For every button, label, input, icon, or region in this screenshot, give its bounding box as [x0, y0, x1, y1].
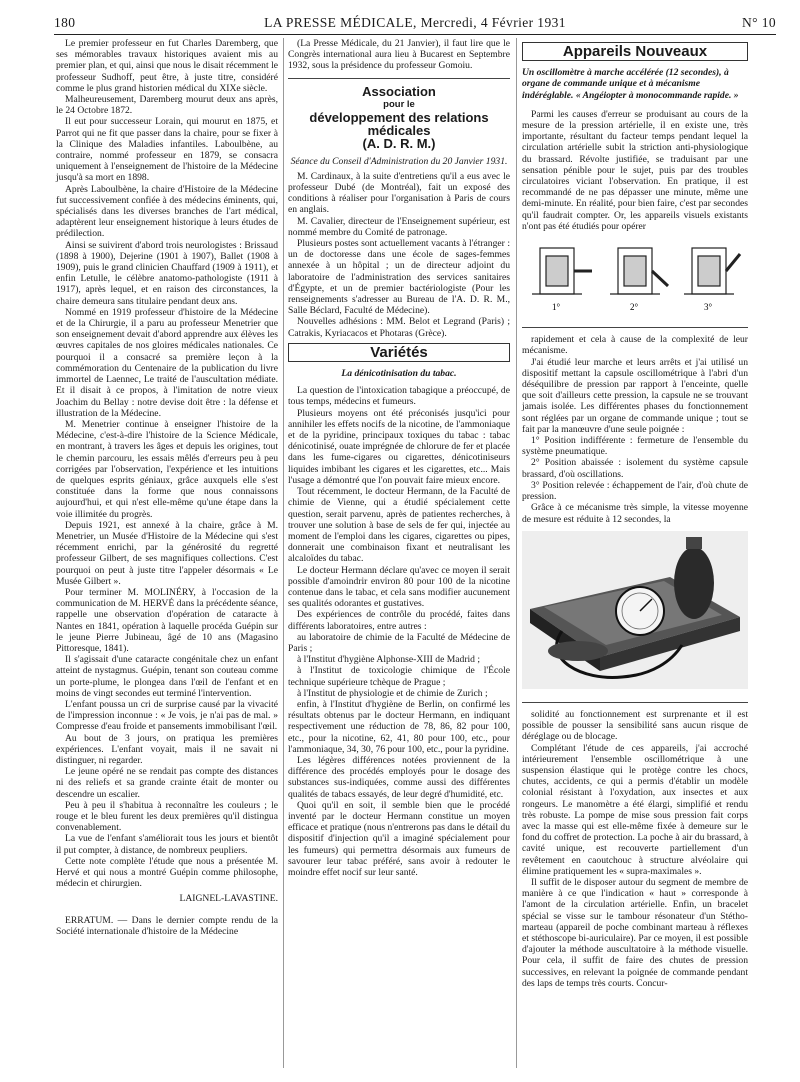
author-signature: LAIGNEL-LAVASTINE. — [179, 893, 278, 905]
paragraph: Grâce à ce mécanisme très simple, la vitesse moyenne de mesure est réduite à 12 secondes, la — [522, 502, 748, 525]
paragraph: Après Laboulbène, la chaire d'Histoire de la Médecine fut successivement confiée à des médecins éminents, qui, spécialisés dans les diverses branches de l'art médical, adaptèrent leur enseignement historique à leurs études de prédilection. — [56, 183, 278, 240]
paragraph: 3° Position relevée : échappement de l'air, d'où chute de pression. — [522, 479, 748, 503]
erratum: ERRATUM. — Dans le dernier compte rendu de la Société internationale d'histoire de la Médecine — [56, 914, 278, 937]
paragraph: Nouvelles adhésions : MM. Belot et Legrand (Paris) ; Catrakis, Kyriacacos et Photaras (Grèce). — [288, 316, 510, 339]
journal-title: LA PRESSE MÉDICALE, Mercredi, 4 Février 1931 — [264, 15, 566, 30]
varietes-heading: Variétés — [288, 343, 510, 362]
article-title: Un oscillomètre à marche accélérée (12 secondes), à organe de commande unique et à mécanisme indéréglable. « Angéiopter à monocommande rapide. » — [522, 67, 739, 101]
paragraph: Plusieurs postes sont actuellement vacants à l'étranger : un de doctoresse dans une école de sages-femmes annexée à un hôpital ; un de directeur adjoint du laboratoire de l'administration des services sanitaires d'Égypte, et un de premier bactériologiste (Pour les renseignements s'adresser au Bureau de l'A. D. R. M., Salle Béclard, Faculté de Médecine). — [288, 238, 510, 317]
article-subtitle: La dénicotinisation du tabac. — [341, 368, 457, 380]
paragraph: 1° Position indifférente : fermeture de l'ensemble du système pneumatique. — [522, 435, 748, 458]
paragraph: Depuis 1921, est annexé à la chaire, grâce à M. Menetrier, un Musée d'Histoire de la Médecine qui s'est récemment enrichi, par la générosité du regretté professeur Gilbert, de ses magnifiques collections. C'est pourquoi on peut à juste titre l'appeler désormais « Le Musée Gilbert ». — [56, 519, 278, 587]
association-heading — [288, 85, 510, 150]
paragraph: La question de l'intoxication tabagique a préoccupé, de tous temps, médecins et fumeurs. — [288, 385, 510, 408]
paragraph: Parmi les causes d'erreur se produisant au cours de la mesure de la pression artérielle, il en existe une, très importante, résultant du facteur temps pendant lequel la circulation artérielle subit la striction anti-physiologique du brassard. Révolte justifiée, se traduisant par une sensation pénible pour le sujet, puis par des troubles circulatoires viciant l'observation. En pratique, il est recommandé de ne pas dépasser une minute, même une demi-minute. En réalité, pour bien faire, c'est par secondes qu'il faudrait compter. Or, les appareils visuels existants n'ont pas été étudiés pour opérer — [522, 108, 748, 232]
association-title: (A. D. R. M.) — [362, 135, 436, 151]
paragraph: Malheureusement, Daremberg mourut deux ans après, le 24 Octobre 1872. — [56, 94, 278, 117]
paragraph: Le premier professeur en fut Charles Daremberg, que ses mémorables travaux historiques avaient mis au premier plan, et qui, ainsi que nous le disait récemment le professeur Sudhoff, peut être, à juste titre, considéré comme le plus grand historien médical du XIXe siècle. — [56, 38, 278, 94]
paragraph: Nommé en 1919 professeur d'histoire de la Médecine et de la Chirurgie, il a paru au professeur Menetrier que son enseignement devait d'abord apprendre aux élèves les œuvres capitales de nos gloires médicales nationales. Ce pourquoi il a consacré sa première leçon à la commémoration du Centenaire de la publication du livre immortel de Laennec, Le traité de l'auscultation médiate. Et il disait à ce propos, à l'imitation de notre vieux Joachim du Bellay : notre devise doit être : la défense et illustration de la Médecine. — [56, 306, 278, 419]
issue-number: N° 10 — [741, 15, 776, 30]
paragraph: Des expériences de contrôle du procédé, faites dans différents laboratoires, entre autres : — [288, 609, 510, 632]
valve-diagram-3 — [684, 248, 740, 294]
paragraph: J'ai étudié leur marche et leurs arrêts et j'ai utilisé un dispositif mettant la capsule oscillométrique à l'abri d'un déséquilibre de pression par rapport à l'enceinte, quelle que soit d'ailleurs cette pression, la capsule ne se trouvant jamais isolée. Les différentes phases du fonctionnement sont réglées par un organe de commande unique ; tout se fait par la manœuvre d'une seule poignée : — [522, 356, 748, 435]
paragraph: 2° Position abaissée : isolement du système capsule brassard, d'où oscillations. — [522, 457, 748, 480]
paragraph: M. Cardinaux, à la suite d'entretiens qu'il a eus avec le professeur Dubé (de Montréal), fait un exposé des conditions à réaliser pour l'organisation à Paris de cours en anglais. — [288, 170, 510, 216]
association-title: Association — [362, 83, 436, 99]
paragraph: M. Cavalier, directeur de l'Enseignement supérieur, est nommé membre du Comité de patronage. — [288, 215, 510, 238]
paragraph: Le docteur Hermann déclare qu'avec ce moyen il serait possible d'amoindrir environ 80 pour 100 de la nicotine contenue dans le tabac, et cela sans modifier aucunement ses qualités odorantes et gustatives. — [288, 564, 510, 610]
column-divider — [283, 38, 284, 1068]
paragraph: rapidement et cela à cause de la complexité de leur mécanisme. — [522, 334, 748, 357]
paragraph: Les légères différences notées proviennent de la différence des procédés employés pour le dosage des substances sus-indiquées, comme aussi des différentes qualités de tabacs essayés, de leur degré d'humidité, etc. — [288, 754, 510, 800]
fig-label-1: 1° — [552, 302, 561, 313]
paragraph: Il s'agissait d'une cataracte congénitale chez un enfant atteint de nystagmus. Guépin, tenant son couteau comme un porte-plume, le plongea dans l'œil de l'enfant et en moins de vingt secondes eut terminé l'intervention. — [56, 654, 278, 699]
paragraph: Ainsi se suivirent d'abord trois neurologistes : Brissaud (1898 à 1900), Dejerine (1901 à 1907), Ballet (1908 à 1909), puis le grand clinicien Chauffard (1909 à 1911), et enfin Letulle, le célèbre anatomo-pathologiste (1911 à 1917), après lequel, et en raison des circonstances, la chaire demeura sans titulaire pendant deux ans. — [56, 239, 278, 307]
figure-rule — [522, 327, 748, 328]
paragraph: Il eut pour successeur Lorain, qui mourut en 1875, et Parrot qui ne fit que passer dans la chaire, pour se fixer à la Clinique des Maladies infantiles. Laboulbène, au contraire, nommé professeur en 1879, se consacra uniquement à l'enseignement de l'histoire de la Médecine jusqu'à sa mort en 1898. — [56, 116, 278, 184]
paragraph: La vue de l'enfant s'améliorait tous les jours et bientôt il put compter, à distance, de nombreux peupliers. — [56, 833, 278, 856]
paragraph: Quoi qu'il en soit, il semble bien que le procédé inventé par le docteur Hermann constitue un moyen efficace et pratique (nous n'entrerons pas dans le détail du dispositif d'injection qu'il a imaginé spécialement pour les fumeurs) qui permettra désormais aux fumeurs de savourer leur tabac préféré, sans avoir à redouter le moindre effet nocif sur leur santé. — [288, 799, 510, 878]
association-title: pour le — [383, 98, 415, 110]
paragraph: (La Presse Médicale, du 21 Janvier), il faut lire que le Congrès international aura lieu à Bucarest en Septembre 1932, sous la présidence du professeur Gomoiu. — [288, 38, 510, 72]
cuff — [548, 641, 608, 661]
meeting-caption: Séance du Conseil d'Administration du 20 Janvier 1931. — [290, 155, 508, 167]
fig-label-3: 3° — [704, 302, 713, 313]
running-header — [54, 10, 776, 32]
header-rule — [54, 34, 776, 35]
valve-positions-figure — [522, 238, 748, 316]
oscillometer-photo — [522, 531, 748, 689]
paragraph: Plusieurs moyens ont été préconisés jusqu'ici pour annihiler les effets nocifs de la nicotine, de l'ammoniaque et de la pyridine, principaux toxiques du tabac : tabac dénicotinisé, ouate imprégnée de chlorure de fer et placée dans les fume-cigares ou cigarettes, dénicotiniseurs liquides imbibant les cigares et les cigarettes, etc... Mais l'usage a démontré que l'on pouvait faire mieux encore. — [288, 407, 510, 486]
manometer-gauge — [616, 587, 664, 635]
paragraph: Complétant l'étude de ces appareils, j'ai accroché intérieurement l'ensemble oscillométrique à une suspension élastique qui le protège contre les chocs, chutes, accidents, ce qui a permis d'établir un modèle colonial résistant à l'oxydation, aux insectes et aux rongeurs. Le manomètre a été élargi, simplifié et rendu très robuste. La pompe de mise sous pression fait corps avec la masse qui est elle-même fixée à demeure sur le fond du coffret de protection. La poche à air du brassard, à cavité unique, est recouverte partiellement d'un revêtement en caoutchouc à structure alvéolaire qui élimine pratiquement les « supra-maximales ». — [522, 742, 748, 877]
page-number: 180 — [54, 15, 76, 30]
column-3 — [522, 38, 748, 989]
paragraph: L'enfant poussa un cri de surprise causé par la vivacité de l'impression inconnue : « Je vois, je n'ai pas de mal. » Compresse d'eau froide et pansements immobilisant l'œil. — [56, 698, 278, 733]
valve-diagram-2 — [610, 248, 668, 294]
paragraph: Cette note complète l'étude que nous a présentée M. Hervé et qui nous a montré Guépin comme philosophe, médecin et chirurgien. — [56, 855, 278, 890]
paragraph: au laboratoire de chimie de la Faculté de Médecine de Paris ; — [288, 631, 510, 654]
paragraph: Tout récemment, le docteur Hermann, de la Faculté de chimie de Vienne, qui a étudié spécialement cette question, serait parvenu, après de patientes recherches, à trouver une solution à base de sels de fer qui, injectée au moment de l'emploi dans les cigares, cigarettes ou pipes, donnerait une combinaison fixant et neutralisant les alcaloïdes du tabac. — [288, 486, 510, 565]
paragraph: à l'Institut d'hygiène Alphonse-XIII de Madrid ; — [297, 654, 481, 666]
paragraph: Au bout de 3 jours, on pratiqua les premières expériences. L'enfant voyait, mais il ne savait ni distinguer, ni regarder. — [56, 732, 278, 766]
paragraph: enfin, à l'Institut d'hygiène de Berlin, on confirmé les résultats obtenus par le docteur Hermann, en indiquant respectivement une réduction de 78, 86, 82 pour 100, etc., pour la nicotine, 62, 41, 80 pour 100, etc., pour l'ammoniaque, 34, 30, 76 pour 100, etc., pour la pyridine. — [288, 698, 510, 755]
figure-rule — [522, 702, 748, 703]
paragraph: Il suffit de le disposer autour du segment de membre de manière à ce que l'indication « haut » corresponde à l'amont de la circulation artérielle. Enfin, un bracelet spécial se visse sur le tambour résonateur d'un Stétho-marteau (appareil de poche combinant marteau à réflexes et stéthoscope bi-auriculaire). Par ce moyen, il est possible d'ajouter la méthode auscultatoire à la méthode visuelle. Pour cela, il suffit de faire des chutes de pression successives, en relevant la poignée de commande pendant des laps de temps très courts. Concur- — [522, 876, 748, 989]
paragraph: M. Menetrier continue à enseigner l'histoire de la Médecine, c'est-à-dire l'histoire de la Science Médicale, en montrant, à travers les âges et depuis les origines, tout le chemin parcouru, les essais mêlés d'erreurs peu à peu corrigées par l'observation, l'expérience et les intuitions de quelques esprits géniaux, grâce auxquels elle s'est constituée dans la forme que nous connaissons aujourd'hui, et qui n'est elle-même qu'une étape dans la voie illimitée du progrès. — [56, 418, 278, 520]
column-2 — [288, 38, 510, 878]
association-title: développement des relations médicales — [309, 109, 489, 138]
valve-diagram-1 — [532, 248, 592, 294]
paragraph: à l'Institut de physiologie et de chimie de Zurich ; — [297, 687, 488, 699]
paragraph: Peu à peu il s'habitua à reconnaître les couleurs ; le rouge et le bleu furent les deux premières qu'il distingua convenablement. — [56, 799, 278, 834]
fig-label-2: 2° — [630, 302, 639, 313]
section-rule — [288, 78, 510, 79]
paragraph: solidité au fonctionnement est surprenante et il est possible de pousser la sensibilité sans aucun risque de déréglage ou de blocage. — [522, 708, 748, 743]
appareils-heading: Appareils Nouveaux — [522, 42, 748, 61]
column-divider — [516, 38, 517, 1068]
paragraph: à l'Institut de toxicologie chimique de l'École technique supérieure tchèque de Prague ; — [288, 665, 510, 688]
column-1 — [56, 38, 278, 937]
paragraph: Le jeune opéré ne se rendait pas compte des distances ni des reliefs et sa grande crainte était de monter ou descendre un escalier. — [56, 766, 278, 800]
paragraph: Pour terminer M. MOLINÉRY, à l'occasion de la communication de M. HERVÉ dans la précédente séance, rappelle une observation d'opération de cataracte à Nantes en 1841, opération à laquelle procéda Guépin sur le jeune Pierre Jubineau, âgé de 10 ans (Magasino Pittoresque, 1841). — [56, 586, 278, 654]
